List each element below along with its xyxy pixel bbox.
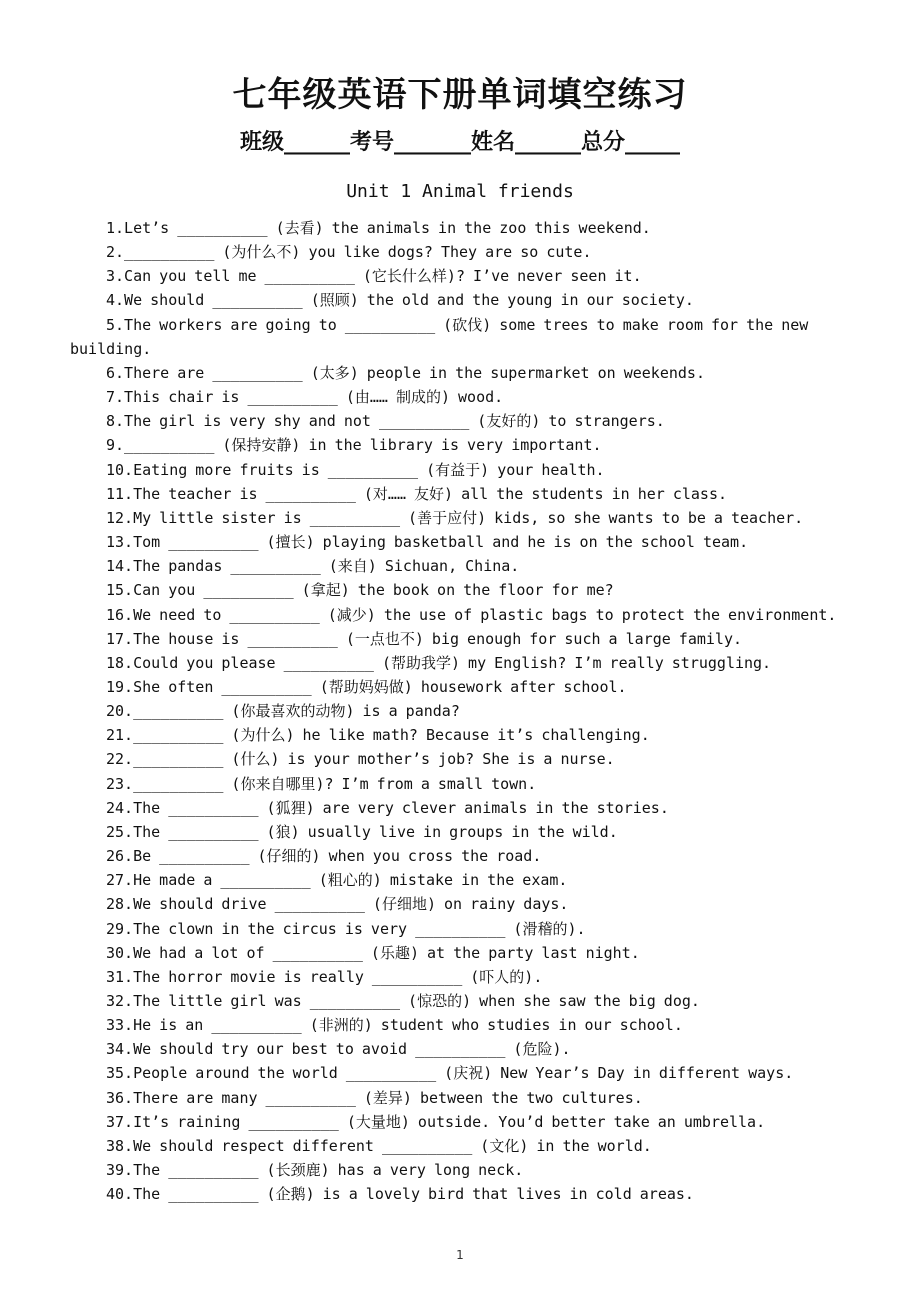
question-29: 29.The clown in the circus is very __________ (滑稽的).: [106, 919, 586, 938]
question-35: 35.People around the world __________ (庆祝) New Year’s Day in different ways.: [106, 1064, 794, 1083]
question-20: 20.__________ (你最喜欢的动物) is a panda?: [106, 702, 460, 721]
page-number: 1: [456, 1248, 464, 1262]
question-8: 8.The girl is very shy and not __________ (友好的) to strangers.: [106, 412, 665, 431]
question-14: 14.The pandas __________ (来自) Sichuan, China.: [106, 557, 520, 576]
question-24: 24.The __________ (狐狸) are very clever animals in the stories.: [106, 798, 669, 817]
question-27: 27.He made a __________ (粗心的) mistake in the exam.: [106, 871, 568, 890]
question-30: 30.We had a lot of __________ (乐趣) at the party last night.: [106, 943, 640, 962]
question-34: 34.We should try our best to avoid __________ (危险).: [106, 1040, 571, 1059]
question-1: 1.Let’s __________ (去看) the animals in the zoo this weekend.: [106, 219, 651, 237]
question-37: 37.It’s raining __________ (大量地) outside. You’d better take an umbrella.: [106, 1112, 766, 1131]
unit-title: Unit 1 Animal friends: [346, 181, 574, 202]
question-25: 25.The __________ (狼) usually live in groups in the wild.: [106, 822, 618, 841]
question-16: 16.We need to __________ (减少) the use of plastic bags to protect the environment.: [106, 605, 837, 624]
question-26: 26.Be __________ (仔细的) when you cross the road.: [106, 847, 542, 866]
question-11: 11.The teacher is __________ (对…… 友好) all the students in her class.: [106, 484, 727, 503]
question-13: 13.Tom __________ (擅长) playing basketball and he is on the school team.: [106, 533, 749, 552]
question-21: 21.__________ (为什么) he like math? Because it’s challenging.: [106, 726, 650, 745]
question-15: 15.Can you __________ (拿起) the book on the floor for me?: [106, 581, 614, 600]
student-info-line: 班级______考号_______姓名______总分_____: [239, 130, 680, 155]
question-18: 18.Could you please __________ (帮助我学) my English? I’m really struggling.: [106, 653, 772, 672]
question-10: 10.Eating more fruits is __________ (有益于) your health.: [106, 460, 605, 479]
question-5: 5.The workers are going to __________ (砍伐) some trees to make room for the new building.: [70, 315, 809, 358]
question-23: 23.__________ (你来自哪里)? I’m from a small town.: [106, 774, 537, 793]
question-list: [70, 216, 865, 1206]
question-31: 31.The horror movie is really __________ (吓人的).: [106, 967, 543, 986]
question-12: 12.My little sister is __________ (善于应付) kids, so she wants to be a teacher.: [106, 508, 804, 527]
question-32: 32.The little girl was __________ (惊恐的) when she saw the big dog.: [106, 992, 700, 1010]
question-36: 36.There are many __________ (差异) between the two cultures.: [106, 1088, 643, 1107]
question-3: 3.Can you tell me __________ (它长什么样)? I’ve never seen it.: [106, 267, 642, 286]
question-19: 19.She often __________ (帮助妈妈做) housework after school.: [106, 677, 627, 696]
question-9: 9.__________ (保持安静) in the library is very important.: [106, 436, 602, 455]
question-28: 28.We should drive __________ (仔细地) on rainy days.: [106, 895, 569, 914]
question-17: 17.The house is __________ (一点也不) big enough for such a large family.: [106, 629, 742, 648]
question-22: 22.__________ (什么) is your mother’s job? She is a nurse.: [106, 750, 615, 769]
question-6: 6.There are __________ (太多) people in the supermarket on weekends.: [106, 363, 705, 382]
question-33: 33.He is an __________ (非洲的) student who studies in our school.: [106, 1016, 683, 1035]
question-4: 4.We should __________ (照顾) the old and the young in our society.: [106, 291, 694, 310]
question-40: 40.The __________ (企鹅) is a lovely bird that lives in cold areas.: [106, 1185, 694, 1204]
page-title: 七年级英语下册单词填空练习: [232, 75, 688, 115]
question-2: 2.__________ (为什么不) you like dogs? They are so cute.: [106, 243, 592, 262]
question-39: 39.The __________ (长颈鹿) has a very long neck.: [106, 1161, 524, 1180]
question-7: 7.This chair is __________ (由…… 制成的) wood.: [106, 388, 504, 407]
question-38: 38.We should respect different __________ (文化) in the world.: [106, 1136, 652, 1155]
